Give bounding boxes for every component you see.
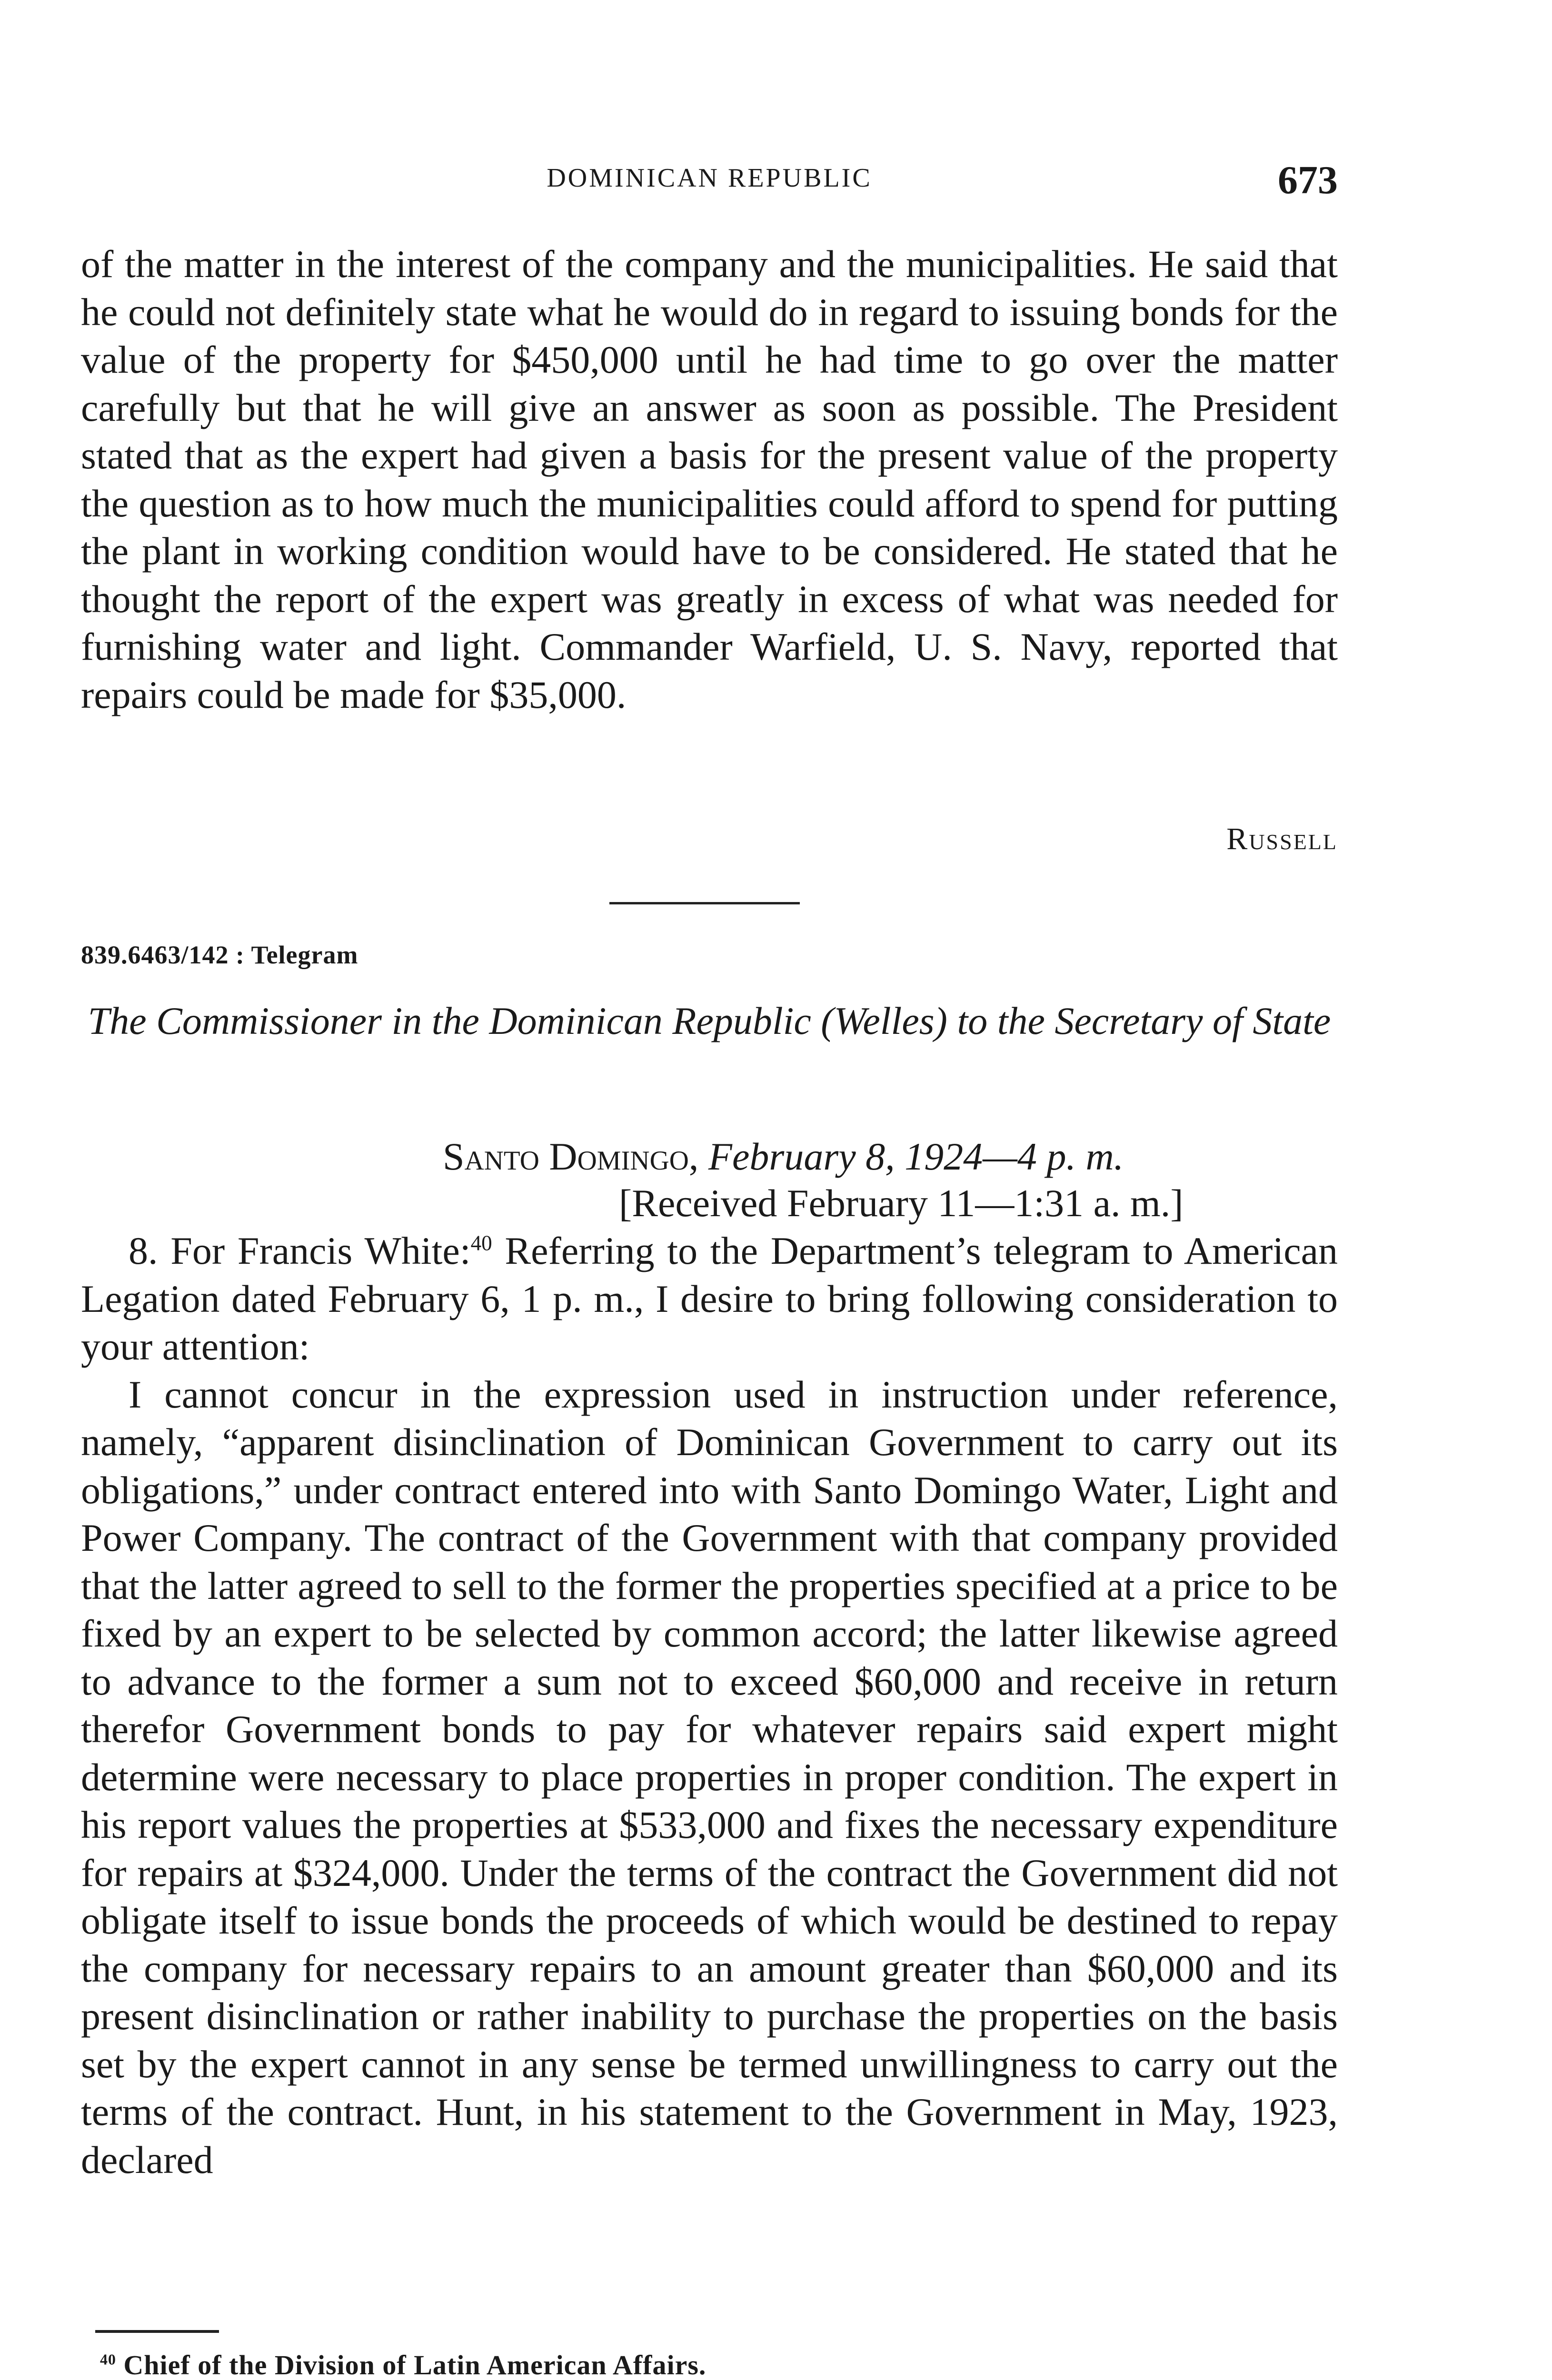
footnote-reference: 40 — [470, 1231, 492, 1255]
running-head — [81, 157, 1338, 209]
telegram-paragraph-1 — [81, 1227, 1338, 1371]
para1-text: Referring to the Department’s telegram to American Legation dated February 6, 1 p. m., I desire to bring following consideration to your attention: — [81, 1229, 1338, 1368]
para1-opening: 8. For Francis White: — [129, 1229, 471, 1272]
page-number: 673 — [1278, 158, 1338, 202]
section-divider — [609, 902, 800, 904]
file-reference: 839.6463/142 : Telegram — [81, 941, 358, 969]
continuation-text — [81, 240, 1338, 719]
footnote-text: Chief of the Division of Latin American Affairs. — [123, 2350, 706, 2380]
dateline — [443, 1133, 1124, 1180]
dateline-date: February 8, 1924—4 p. m. — [708, 1135, 1124, 1178]
footnote-rule — [95, 2330, 219, 2333]
telegram-body — [81, 1227, 1338, 2184]
continuation-paragraph: of the matter in the interest of the company and the municipalities. He said that he could not definitely state what he would do in regard to issuing bonds for the value of the property for $450,000 until he had time to go over the matter carefully but that he will give an answer as soon as possible. The President stated that as the expert had given a basis for the present value of the property the question as to how much the municipalities could afford to spend for putting the plant in working condition would have to be considered. He stated that he thought the report of the expert was greatly in excess of what was needed for furnishing water and light. Commander Warfield, U. S. Navy, reported that repairs could be made for $35,000. — [81, 242, 1338, 716]
footnote-mark: 40 — [100, 2351, 116, 2368]
dateline-place: Santo Domingo, — [443, 1135, 699, 1178]
footnote — [100, 2349, 706, 2380]
running-title: DOMINICAN REPUBLIC — [547, 163, 872, 193]
signature: Russell — [1226, 822, 1338, 856]
document-title: The Commissioner in the Dominican Republic (Welles) to the Secretary of State — [88, 999, 1331, 1042]
telegram-paragraph-2: I cannot concur in the expression used in instruction under reference, namely, “apparent disinclination of Dominican Government to carry out its obligations,” under contract entered into with Santo Domingo Water, Light and Power Company. The contract of the Government with that company provided that the latter agreed to sell to the former the properties specified at a price to be fixed by an expert to be selected by common accord; the latter likewise agreed to advance to the former a sum not to exceed $60,000 and receive in return therefor Government bonds to pay for whatever repairs said expert might determine were necessary to place properties in proper condition. The expert in his report values the properties at $533,000 and fixes the necessary expenditure for repairs at $324,000. Under the terms of the contract the Government did not obligate itself to issue bonds the proceeds of which would be destined to repay the company for necessary repairs to an amount greater than $60,000 and its present disinclination or rather inability to purchase the properties on the basis set by the expert cannot in any sense be termed unwillingness to carry out the terms of the contract. Hunt, in his statement to the Government in May, 1923, declared — [81, 1372, 1338, 2182]
received-note: [Received February 11—1:31 a. m.] — [619, 1181, 1184, 1225]
